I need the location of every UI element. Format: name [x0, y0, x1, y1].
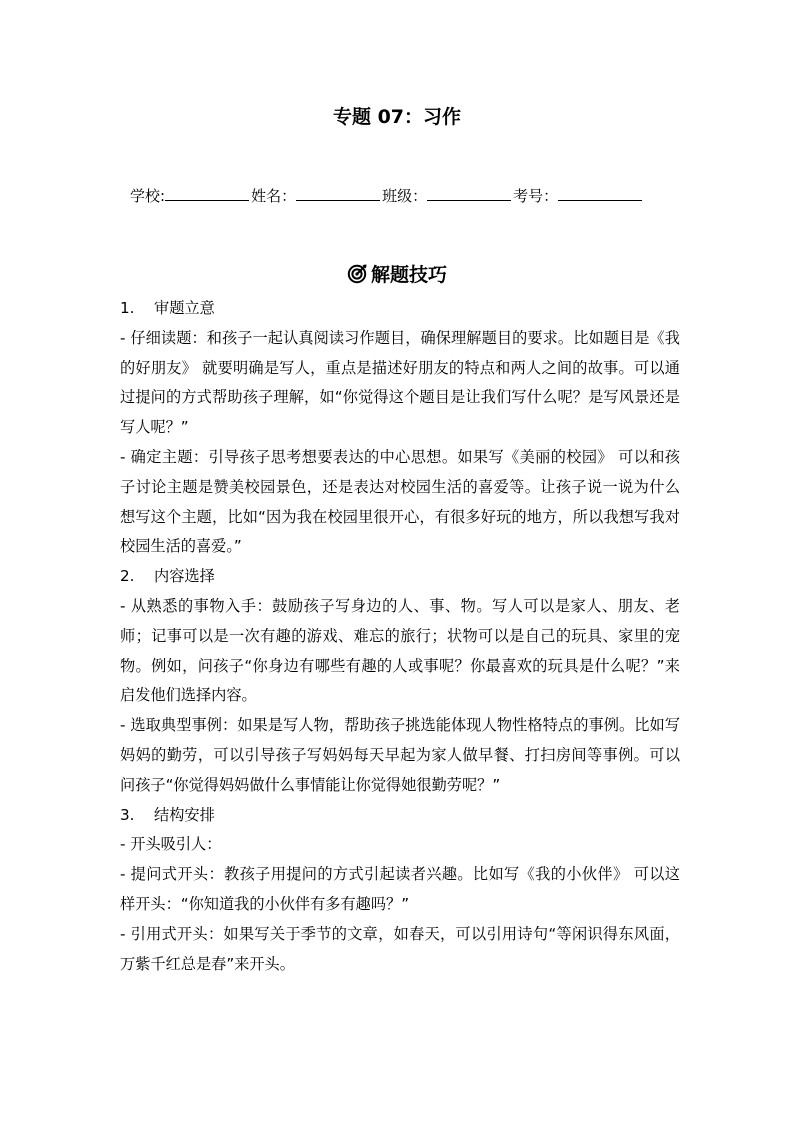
target-icon	[347, 264, 367, 284]
item-label: 结构安排	[154, 805, 215, 824]
list-item	[120, 801, 680, 831]
student-info-line	[130, 183, 644, 208]
exam-number-label: 考号：	[513, 187, 559, 205]
item-label: 审题立意	[154, 299, 215, 317]
paragraph: - 提问式开头：教孩子用提问的方式引起读者兴趣。比如写《我的小伙伴》 可以这样开头：“你知道我的小伙伴有多有趣吗？”	[120, 865, 680, 913]
paragraph: - 开头吸引人：	[120, 835, 222, 854]
list-item	[120, 562, 680, 592]
list-item	[120, 294, 680, 324]
content-body	[120, 294, 680, 979]
item-number: 1.	[120, 299, 135, 317]
paragraph: - 引用式开头：如果写关于季节的文章，如春天，可以引用诗句“等闲识得东风面，万紫千红总是春”来开头。	[120, 924, 680, 973]
page-title: 专题 07：习作	[332, 106, 462, 128]
class-blank	[427, 183, 511, 201]
paragraph: - 仔细读题：和孩子一起认真阅读习作题目，确保理解题目的要求。比如题目是《我的好朋友》 就要明确是写人，重点是描述好朋友的特点和两人之间的故事。可以通过提问的方式帮助孩子理解，如“你觉得这个题目是让我们写什么呢？是写风景还是写人呢？”	[120, 328, 680, 437]
name-blank	[296, 183, 380, 201]
school-label: 学校:	[130, 187, 166, 205]
name-label: 姓名：	[251, 187, 297, 205]
paragraph: - 从熟悉的事物入手：鼓励孩子写身边的人、事、物。写人可以是家人、朋友、老师；记事可以是一次有趣的游戏、难忘的旅行；状物可以是自己的玩具、家里的宠物。例如，问孩子“你身边有哪些有趣的人或事呢？你最喜欢的玩具是什么呢？”来启发他们选择内容。	[120, 596, 680, 705]
section-heading-text: 解题技巧	[370, 264, 447, 286]
item-number: 2.	[120, 567, 135, 586]
paragraph: - 确定主题：引导孩子思考想要表达的中心思想。如果写《美丽的校园》 可以和孩子讨论主题是赞美校园景色，还是表达对校园生活的喜爱等。让孩子说一说为什么想写这个主题，比如“因为我在校园里很开心，有很多好玩的地方，所以我想写我对校园生活的喜爱。”	[120, 447, 680, 556]
school-blank	[165, 183, 249, 201]
item-number: 3.	[120, 805, 135, 824]
class-label: 班级：	[382, 187, 428, 205]
exam-number-blank	[558, 183, 642, 201]
section-heading	[0, 262, 794, 288]
item-label: 内容选择	[154, 567, 215, 586]
paragraph: - 选取典型事例：如果是写人物，帮助孩子挑选能体现人物性格特点的事例。比如写妈妈的勤劳，可以引导孩子写妈妈每天早起为家人做早餐、打扫房间等事例。可以问孩子“你觉得妈妈做什么事情能让你觉得她很勤劳呢？”	[120, 716, 680, 794]
